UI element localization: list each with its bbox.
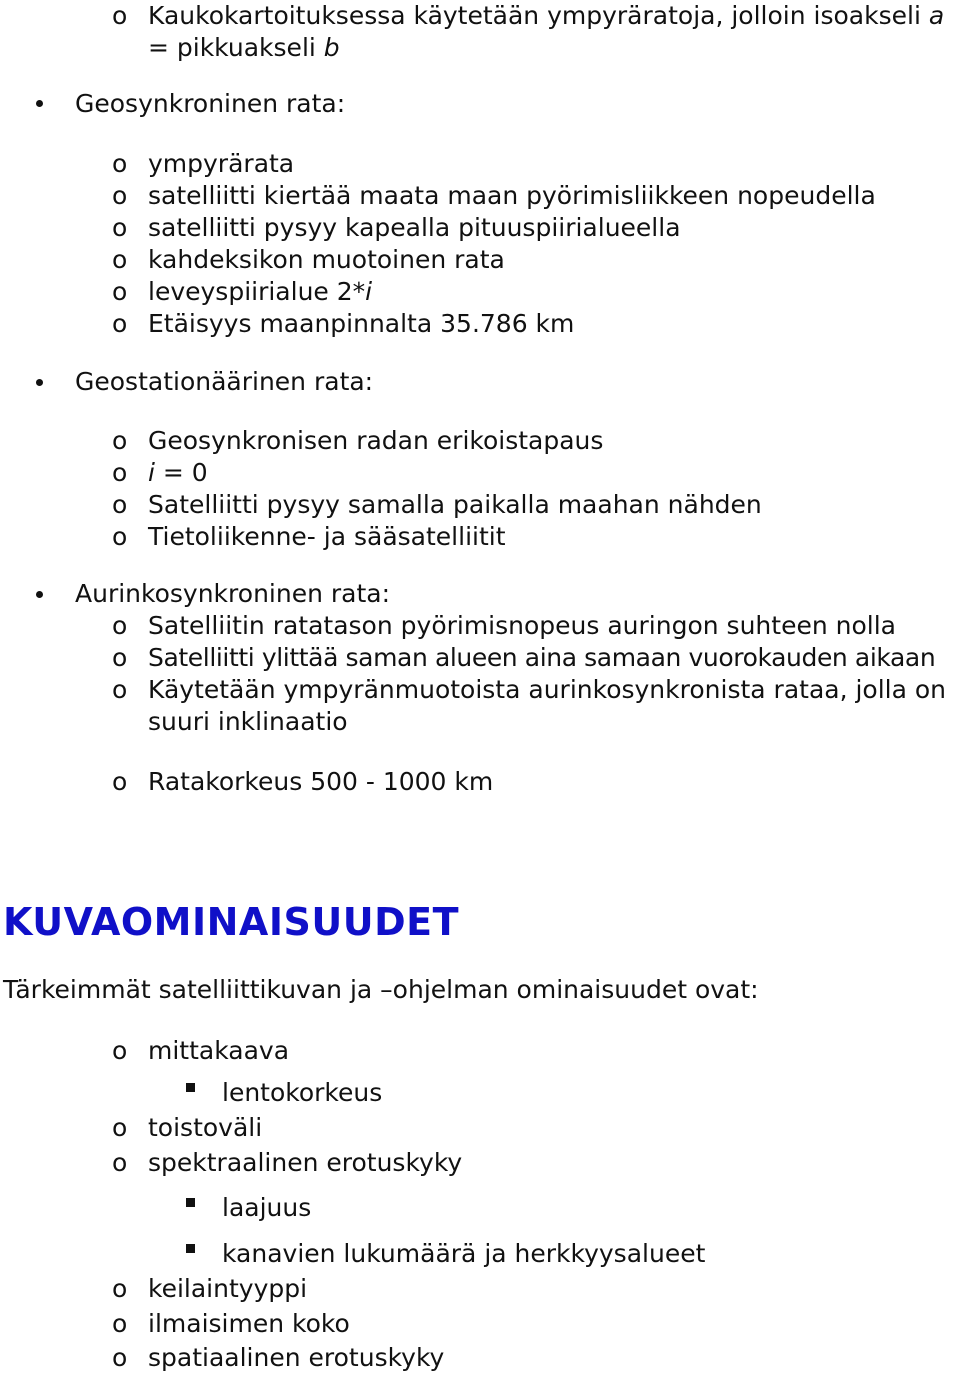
list-item: Geosynkronisen radan erikoistapaus (148, 426, 604, 455)
list-marker-circle: o (112, 767, 128, 796)
list-marker-circle: o (112, 1343, 128, 1372)
list-item: Tietoliikenne- ja sääsatelliitit (148, 522, 506, 551)
list-item: ilmaisimen koko (148, 1309, 350, 1338)
section-heading: KUVAOMINAISUUDET (3, 900, 459, 944)
list-marker-circle: o (112, 309, 128, 338)
list-item: toistoväli (148, 1113, 263, 1142)
list-marker-circle: o (112, 1036, 128, 1065)
list-marker-circle: o (112, 149, 128, 178)
list-marker-circle: o (112, 1309, 128, 1338)
list-marker-circle: o (112, 426, 128, 455)
intro-line-1: Kaukokartoituksessa käytetään ympyräratoja, jolloin isoakseli a (148, 1, 945, 30)
list-item: Satelliitti ylittää saman alueen aina samaan vuorokauden aikaan (148, 643, 936, 672)
list-marker-circle: o (112, 458, 128, 487)
bullet-square (186, 1083, 195, 1092)
bullet-dot (36, 591, 43, 598)
list-item-continuation: suuri inklinaatio (148, 707, 348, 736)
sub-list-item: kanavien lukumäärä ja herkkyysalueet (222, 1239, 706, 1268)
list-marker-circle: o (112, 181, 128, 210)
list-item: Satelliitti pysyy samalla paikalla maahan nähden (148, 490, 762, 519)
list-item: mittakaava (148, 1036, 290, 1065)
list-marker-circle: o (112, 611, 128, 640)
sub-list-item: laajuus (222, 1193, 312, 1222)
list-item: ympyrärata (148, 149, 295, 178)
list-marker-circle: o (112, 213, 128, 242)
list-item: Etäisyys maanpinnalta 35.786 km (148, 309, 575, 338)
list-marker-circle: o (112, 522, 128, 551)
list-marker-circle: o (112, 490, 128, 519)
list-item: keilaintyyppi (148, 1274, 308, 1303)
list-item: Satelliitin ratatason pyörimisnopeus auringon suhteen nolla (148, 611, 896, 640)
list-item: satelliitti kiertää maata maan pyörimisliikkeen nopeudella (148, 181, 876, 210)
list-marker-circle: o (112, 1148, 128, 1177)
list-marker-circle: o (112, 245, 128, 274)
bullet-square (186, 1244, 195, 1253)
geosync-title: Geosynkroninen rata: (75, 89, 346, 118)
bullet-dot (36, 100, 43, 107)
list-item: Käytetään ympyränmuotoista aurinkosynkronista rataa, jolla on (148, 675, 947, 704)
section-intro: Tärkeimmät satelliittikuvan ja –ohjelman ominaisuudet ovat: (3, 975, 759, 1004)
list-marker-circle: o (112, 675, 128, 704)
sunsync-title: Aurinkosynkroninen rata: (75, 579, 391, 608)
list-marker-circle: o (112, 1113, 128, 1142)
list-item: satelliitti pysyy kapealla pituuspiirialueella (148, 213, 681, 242)
list-marker-circle: o (112, 277, 128, 306)
sub-list-item: lentokorkeus (222, 1078, 383, 1107)
list-item: spatiaalinen erotuskyky (148, 1343, 445, 1372)
intro-line-2: = pikkuakseli b (148, 33, 340, 62)
list-item: leveyspiirialue 2*i (148, 277, 373, 306)
list-marker-circle: o (112, 1, 128, 30)
list-marker-circle: o (112, 643, 128, 672)
bullet-dot (36, 379, 43, 386)
list-item: i = 0 (148, 458, 208, 487)
geostat-title: Geostationäärinen rata: (75, 367, 374, 396)
list-item: Ratakorkeus 500 - 1000 km (148, 767, 494, 796)
bullet-square (186, 1198, 195, 1207)
list-item: kahdeksikon muotoinen rata (148, 245, 505, 274)
list-item: spektraalinen erotuskyky (148, 1148, 463, 1177)
list-marker-circle: o (112, 1274, 128, 1303)
